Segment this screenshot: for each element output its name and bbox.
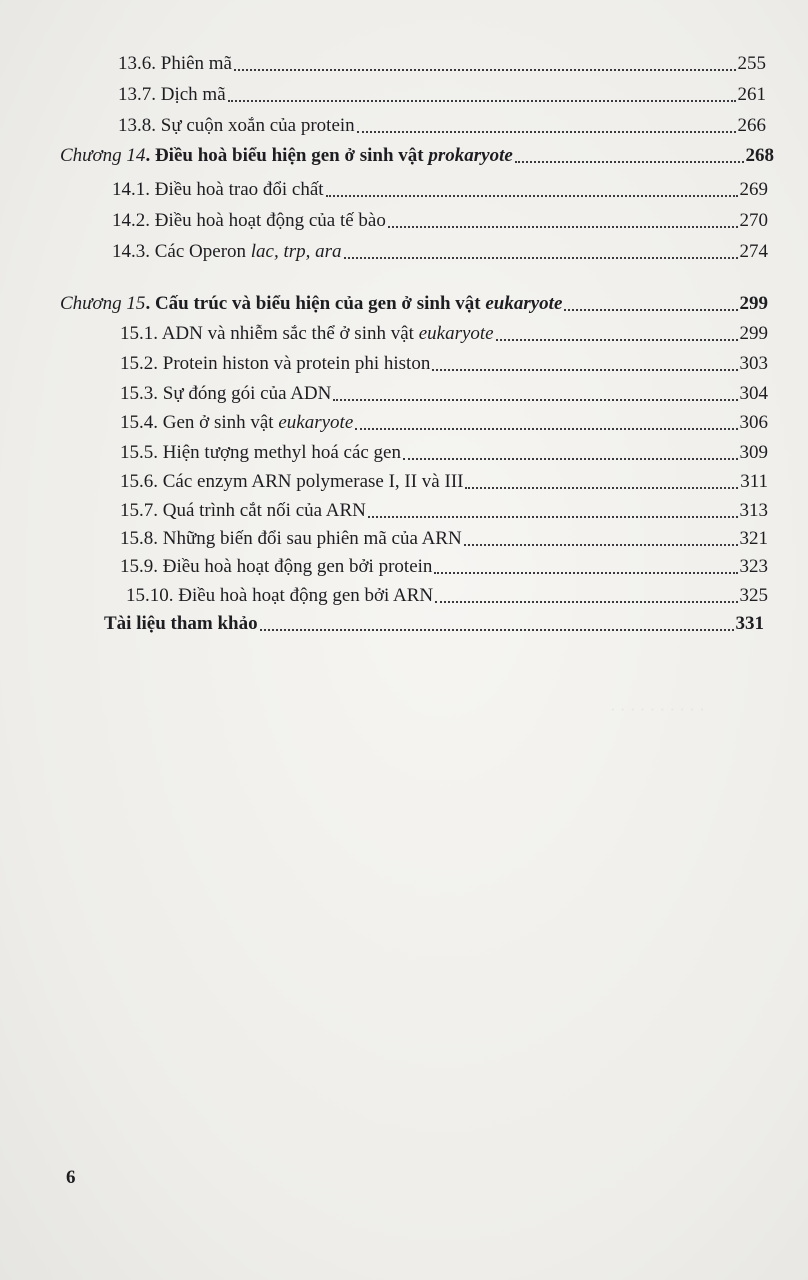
toc-label-italic: eukaryote <box>418 323 494 344</box>
toc-label: 15.10. Điều hoà hoạt động gen bởi ARN <box>126 585 434 606</box>
toc-entry-14-1[interactable] <box>112 178 768 202</box>
toc-page-number: 268 <box>745 145 774 166</box>
toc-entry-15-7[interactable] <box>120 499 768 523</box>
toc-page-number: 299 <box>739 323 768 344</box>
toc-entry-15-9[interactable] <box>120 555 768 579</box>
toc-label: 15.7. Quá trình cắt nối của ARN <box>120 500 366 521</box>
chapter-title: . Cấu trúc và biểu hiện của gen ở sinh vật <box>145 293 486 314</box>
toc-label: 13.8. Sự cuộn xoắn của protein <box>118 115 355 136</box>
dot-leader <box>368 516 738 518</box>
chapter-title-italic: prokaryote <box>428 145 513 166</box>
toc-label: 14.1. Điều hoà trao đổi chất <box>112 179 324 200</box>
chapter-heading <box>60 292 562 316</box>
dot-leader <box>234 69 736 71</box>
toc-label-text: 15.4. Gen ở sinh vật <box>120 412 279 433</box>
toc-label <box>120 411 353 435</box>
toc-entry-15-4[interactable] <box>120 411 768 435</box>
toc-page-number: 309 <box>739 442 768 463</box>
dot-leader <box>344 257 738 259</box>
dot-leader <box>260 629 734 631</box>
toc-label: 13.6. Phiên mã <box>118 53 232 74</box>
toc-entry-14-2[interactable] <box>112 209 768 233</box>
toc-label <box>120 322 494 346</box>
dot-leader <box>228 100 736 102</box>
toc-label-text: 15.1. ADN và nhiễm sắc thể ở sinh vật <box>120 323 419 344</box>
toc-page-number: 331 <box>735 613 764 634</box>
toc-page-number: 325 <box>739 585 768 606</box>
toc-page-number: 323 <box>739 556 768 577</box>
toc-label: 15.3. Sự đóng gói của ADN <box>120 383 332 404</box>
toc-entry-13-7[interactable] <box>118 83 766 107</box>
chapter-prefix: Chương 15 <box>60 293 146 314</box>
toc-page-number: 303 <box>739 353 768 374</box>
toc-label: 15.2. Protein histon và protein phi histon <box>120 353 431 374</box>
toc-label-italic: lac, trp, ara <box>250 241 342 262</box>
toc-entry-15-10[interactable] <box>126 584 768 608</box>
toc-entry-15-8[interactable] <box>120 527 768 551</box>
dot-leader <box>326 195 738 197</box>
dot-leader <box>564 309 737 311</box>
toc-label: 15.5. Hiện tượng methyl hoá các gen <box>120 442 401 463</box>
toc-label: 14.2. Điều hoà hoạt động của tế bào <box>112 210 386 231</box>
dot-leader <box>496 339 738 341</box>
dot-leader <box>333 399 737 401</box>
chapter-heading <box>60 144 513 168</box>
toc-label: 15.9. Điều hoà hoạt động gen bởi protein <box>120 556 433 577</box>
toc-entry-15-3[interactable] <box>120 382 768 406</box>
dot-leader <box>465 487 738 489</box>
toc-entry-15-6[interactable] <box>120 470 768 494</box>
toc-label-text: 14.3. Các Operon <box>112 241 251 262</box>
page-number: 6 <box>66 1167 76 1188</box>
dot-leader <box>432 369 737 371</box>
toc-entry-14-3[interactable] <box>112 240 768 264</box>
toc-chapter-14[interactable] <box>60 144 774 168</box>
dot-leader <box>357 131 736 133</box>
toc-entry-13-6[interactable] <box>118 52 766 76</box>
toc-page-number: 321 <box>739 528 768 549</box>
toc-label-italic: eukaryote <box>278 412 354 433</box>
dot-leader <box>388 226 738 228</box>
toc-page-number: 274 <box>739 241 768 262</box>
toc-entry-references[interactable] <box>104 612 764 636</box>
toc-page-number: 306 <box>739 412 768 433</box>
toc-entry-13-8[interactable] <box>118 114 766 138</box>
toc-page-number: 304 <box>739 383 768 404</box>
toc-entry-15-2[interactable] <box>120 352 768 376</box>
toc-label: 15.8. Những biến đổi sau phiên mã của ARN <box>120 528 462 549</box>
dot-leader <box>464 544 738 546</box>
toc-entry-15-5[interactable] <box>120 441 768 465</box>
dot-leader <box>434 572 737 574</box>
toc-page-number: 311 <box>740 471 768 492</box>
dot-leader <box>515 161 744 163</box>
toc-page-number: 266 <box>737 115 766 136</box>
toc-page-number: 270 <box>739 210 768 231</box>
chapter-title: . Điều hoà biểu hiện gen ở sinh vật <box>145 145 429 166</box>
toc-page-number: 313 <box>739 500 768 521</box>
toc-page-number: 269 <box>739 179 768 200</box>
dot-leader <box>403 458 738 460</box>
toc-label: Tài liệu tham khảo <box>104 613 258 634</box>
chapter-title-italic: eukaryote <box>485 293 563 314</box>
chapter-prefix: Chương 14 <box>60 145 146 166</box>
dot-leader <box>355 428 737 430</box>
toc-page-number: 261 <box>737 84 766 105</box>
toc-label <box>112 240 342 264</box>
bleed-through-texture: · · · · · · · · · · <box>610 700 705 719</box>
toc-label: 15.6. Các enzym ARN polymerase I, II và III <box>120 471 464 492</box>
toc-page-number: 255 <box>737 53 766 74</box>
dot-leader <box>435 601 737 603</box>
toc-chapter-15[interactable] <box>60 292 768 316</box>
toc-page-number: 299 <box>739 293 768 314</box>
toc-entry-15-1[interactable] <box>120 322 768 346</box>
toc-label: 13.7. Dịch mã <box>118 84 226 105</box>
